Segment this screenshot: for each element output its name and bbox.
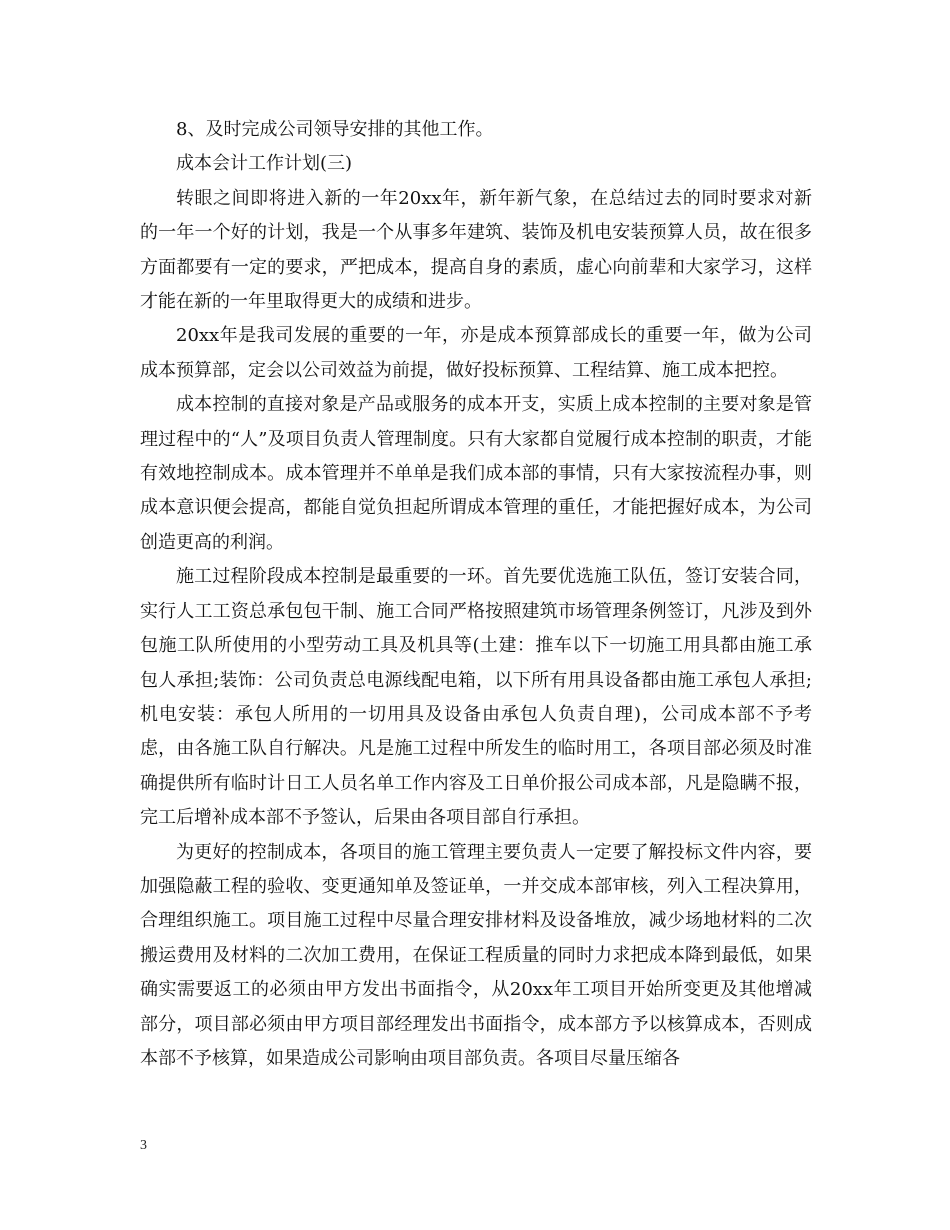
paragraph: 成本控制的直接对象是产品或服务的成本开支，实质上成本控制的主要对象是管理过程中的“人”及项目负责人管理制度。只有大家都自觉履行成本控制的职责，才能有效地控制成本。成本管理并不单单是我们成本部的事情，只有大家按流程办事，则成本意识便会提高，都能自觉负担起所谓成本管理的重任，才能把握好成本，为公司创造更高的利润。 — [140, 394, 812, 553]
paragraph: 施工过程阶段成本控制是最重要的一环。首先要优选施工队伍，签订安装合同，实行人工工资总承包包干制、施工合同严格按照建筑市场管理条例签订，凡涉及到外包施工队所使用的小型劳动工具及机具等(土建：推车以下一切施工用具都由施工承包人承担;装饰：公司负责总电源线配电箱，以下所有用具设备都由施工承包人承担;机电安装：承包人所用的一切用具及设备由承包人负责自理)，公司成本部不予考虑，由各施工队自行解决。凡是施工过程中所发生的临时用工，各项目部必须及时准确提供所有临时计日工人员名单工作内容及工日单价报公司成本部，凡是隐瞒不报，完工后增补成本部不予签认，后果由各项目部自行承担。 — [140, 566, 812, 829]
section-heading: 成本会计工作计划(三) — [176, 153, 353, 175]
paragraph: 为更好的控制成本，各项目的施工管理主要负责人一定要了解投标文件内容，要加强隐蔽工程的验收、变更通知单及签证单，一并交成本部审核，列入工程决算用，合理组织施工。项目施工过程中尽量合理安排材料及设备堆放，减少场地材料的二次搬运费用及材料的二次加工费用，在保证工程质量的同时力求把成本降到最低，如果确实需要返工的必须由甲方发出书面指令，从20xx年工项目开始所变更及其他增减部分，项目部必须由甲方项目部经理发出书面指令，成本部方予以核算成本，否则成本部不予核算，如果造成公司影响由项目部负责。各项目尽量压缩各 — [140, 841, 812, 1069]
document-body — [140, 113, 812, 1076]
paragraph-item-8: 8、及时完成公司领导安排的其他工作。 — [176, 119, 494, 140]
page-number: 3 — [140, 1138, 147, 1153]
paragraph: 转眼之间即将进入新的一年20xx年，新年新气象，在总结过去的同时要求对新的一年一个好的计划，我是一个从事多年建筑、装饰及机电安装预算人员，故在很多方面都要有一定的要求，严把成本，提高自身的素质，虚心向前辈和大家学习，这样才能在新的一年里取得更大的成绩和进步。 — [140, 187, 812, 313]
paragraph: 20xx年是我司发展的重要的一年，亦是成本预算部成长的重要一年，做为公司成本预算部，定会以公司效益为前提，做好投标预算、工程结算、施工成本把控。 — [140, 325, 812, 381]
